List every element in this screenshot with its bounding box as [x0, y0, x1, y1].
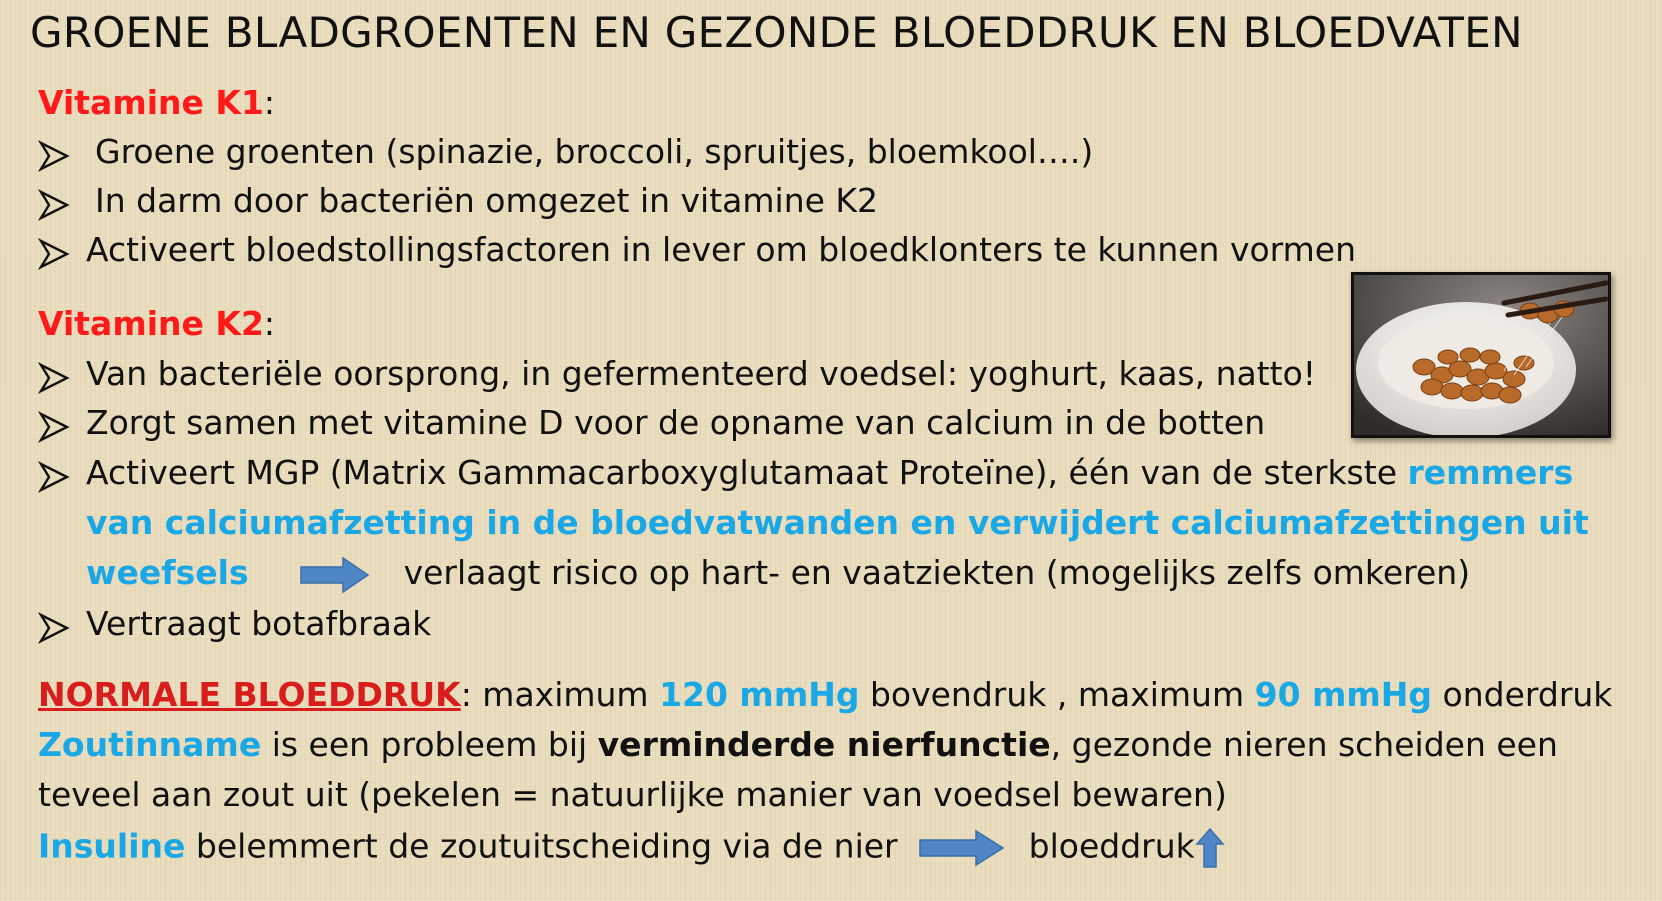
- natto-illustration: [1354, 275, 1608, 435]
- bp-diastolic-value: 90 mmHg: [1254, 675, 1433, 714]
- k2-item-1: Van bacteriële oorsprong, in gefermenteerd voedsel: yoghurt, kaas, natto!: [86, 354, 1317, 393]
- arrow-bullet-icon: [38, 238, 70, 270]
- insulin-line: [38, 827, 1225, 869]
- right-arrow-icon: [918, 828, 1006, 868]
- k1-colon: :: [263, 83, 276, 122]
- up-arrow-icon: [1195, 827, 1225, 869]
- salt-label: Zoutinname: [38, 725, 262, 764]
- k1-item-3: Activeert bloedstollingsfactoren in lever om bloedklonters te kunnen vormen: [86, 230, 1357, 269]
- k2-item-4: Vertraagt botafbraak: [86, 604, 432, 643]
- blood-pressure-line: [38, 676, 1612, 714]
- right-arrow-icon: [299, 555, 371, 595]
- insulin-text-1: belemmert de zoutuitscheiding via de nier: [185, 826, 898, 866]
- bp-systolic-value: 120 mmHg: [659, 675, 860, 714]
- bp-text-2: bovendruk , maximum: [859, 675, 1255, 714]
- salt-line-1: [38, 726, 1558, 764]
- arrow-bullet-icon: [38, 189, 70, 221]
- k2-item-3-highlight-c: weefsels: [86, 553, 249, 592]
- k1-label: Vitamine K1: [38, 83, 264, 122]
- insulin-text-2: bloeddruk: [1028, 826, 1195, 866]
- k2-heading: [38, 304, 275, 343]
- k2-item-3-line-2: van calciumafzetting in de bloedvatwanden en verwijdert calciumafzettingen uit: [86, 503, 1589, 542]
- k1-heading: [38, 83, 275, 122]
- k1-item-1: Groene groenten (spinazie, broccoli, spruitjes, bloemkool….): [95, 132, 1094, 171]
- k2-item-3-line-3: [86, 554, 1470, 595]
- salt-text-1: is een probleem bij: [261, 725, 598, 764]
- arrow-bullet-icon: [38, 411, 70, 443]
- arrow-bullet-icon: [38, 362, 70, 394]
- k2-item-3-text: Activeert MGP (Matrix Gammacarboxyglutamaat Proteïne), één van de sterkste: [86, 453, 1408, 492]
- k1-item-2: In darm door bacteriën omgezet in vitamine K2: [95, 181, 879, 220]
- k2-colon: :: [263, 304, 276, 343]
- arrow-bullet-icon: [38, 612, 70, 644]
- page-title: GROENE BLADGROENTEN EN GEZONDE BLOEDDRUK EN BLOEDVATEN: [30, 8, 1523, 57]
- k2-item-3-line-1: [86, 454, 1573, 492]
- k2-label: Vitamine K2: [38, 304, 264, 343]
- natto-bowl-image: [1351, 272, 1611, 438]
- insulin-label: Insuline: [38, 826, 186, 866]
- salt-text-2: , gezonde nieren scheiden een: [1050, 725, 1558, 764]
- bp-label: NORMALE BLOEDDRUK: [38, 675, 461, 714]
- bp-text-1: : maximum: [460, 675, 660, 714]
- k2-item-3-highlight-a: remmers: [1407, 453, 1574, 492]
- k2-item-3-tail: verlaagt risico op hart- en vaatziekten (mogelijks zelfs omkeren): [403, 553, 1471, 592]
- k2-item-2: Zorgt samen met vitamine D voor de opname van calcium in de botten: [86, 403, 1266, 442]
- bp-text-3: onderdruk: [1432, 675, 1613, 714]
- arrow-bullet-icon: [38, 461, 70, 493]
- salt-line-2: teveel aan zout uit (pekelen = natuurlijke manier van voedsel bewaren): [38, 775, 1227, 814]
- arrow-bullet-icon: [38, 140, 70, 172]
- salt-bold: verminderde nierfunctie: [597, 725, 1051, 764]
